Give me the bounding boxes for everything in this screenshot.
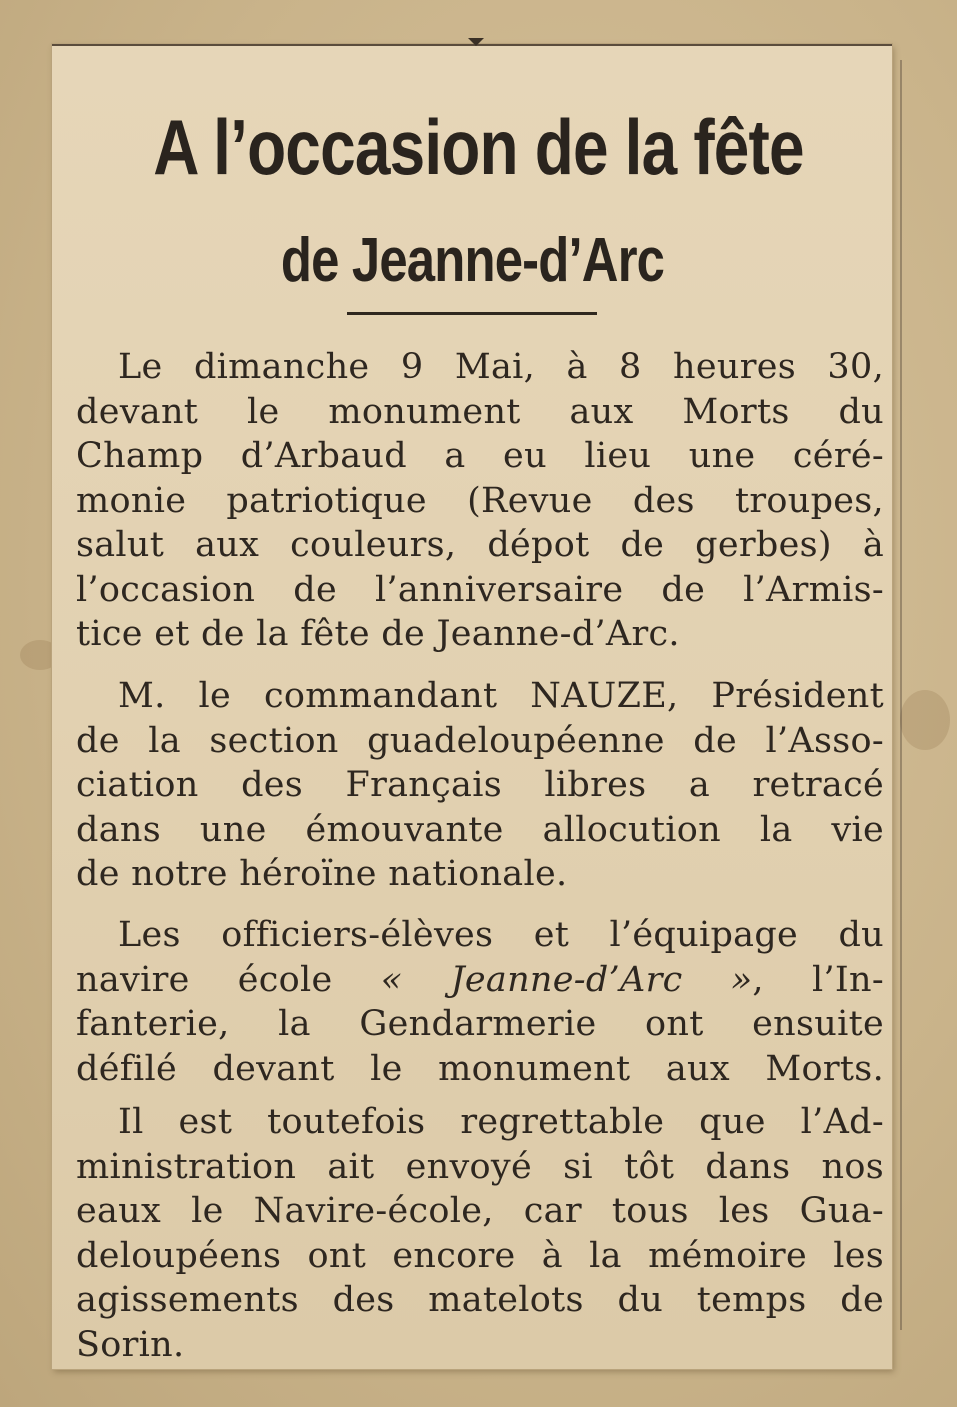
text-line: fanterie, la Gendarmerie ont ensuite bbox=[76, 1004, 884, 1044]
paste-edge bbox=[900, 60, 902, 1330]
ship-name: « Jeanne-d’Arc » bbox=[380, 959, 753, 1000]
paragraph-4 bbox=[76, 1100, 884, 1367]
fold-mark bbox=[468, 38, 484, 46]
text-line: de la section guadeloupéenne de l’Asso- bbox=[76, 720, 884, 761]
text-line: devant le monument aux Morts du bbox=[76, 391, 884, 432]
headline-line-1: A l’occasion de la fête bbox=[153, 103, 804, 191]
text-line: salut aux couleurs, dépot de gerbes) à bbox=[76, 525, 884, 565]
text-line: eaux le Navire-école, car tous les Gua- bbox=[76, 1191, 884, 1231]
text-line bbox=[76, 958, 884, 1003]
text-line: deloupéens ont encore à la mémoire les bbox=[76, 1235, 884, 1276]
paragraph-3 bbox=[76, 913, 884, 1091]
headline-line-2: de Jeanne-d’Arc bbox=[280, 226, 665, 295]
text-line: Les officiers-élèves et l’équipage du bbox=[118, 915, 884, 955]
text-line: monie patriotique (Revue des troupes, bbox=[76, 480, 884, 521]
text-line: Champ d’Arbaud a eu lieu une céré- bbox=[76, 436, 884, 476]
text-line: défilé devant le monument aux Morts. bbox=[76, 1048, 884, 1089]
title-divider bbox=[347, 312, 597, 315]
text-line: Le dimanche 9 Mai, à 8 heures 30, bbox=[118, 347, 884, 387]
text-line: Sorin. bbox=[76, 1324, 185, 1365]
paragraph-1 bbox=[76, 345, 884, 657]
text-fragment: navire école bbox=[76, 959, 381, 1000]
text-line: de notre héroïne nationale. bbox=[76, 854, 568, 894]
text-line: ministration ait envoyé si tôt dans nos bbox=[76, 1146, 884, 1187]
text-fragment: , l’In- bbox=[752, 959, 885, 1000]
paragraph-2 bbox=[76, 674, 884, 897]
text-line: Il est toutefois regrettable que l’Ad- bbox=[118, 1102, 884, 1142]
text-line: dans une émouvante allocution la vie bbox=[76, 809, 884, 850]
text-line: M. le commandant NAUZE, Président bbox=[118, 676, 884, 716]
paper-stain bbox=[900, 690, 950, 750]
text-line: l’occasion de l’anniversaire de l’Armis- bbox=[76, 569, 884, 610]
text-line: tice et de la fête de Jeanne-d’Arc. bbox=[76, 614, 680, 654]
text-line: agissements des matelots du temps de bbox=[76, 1280, 884, 1320]
text-line: ciation des Français libres a retracé bbox=[76, 765, 884, 805]
